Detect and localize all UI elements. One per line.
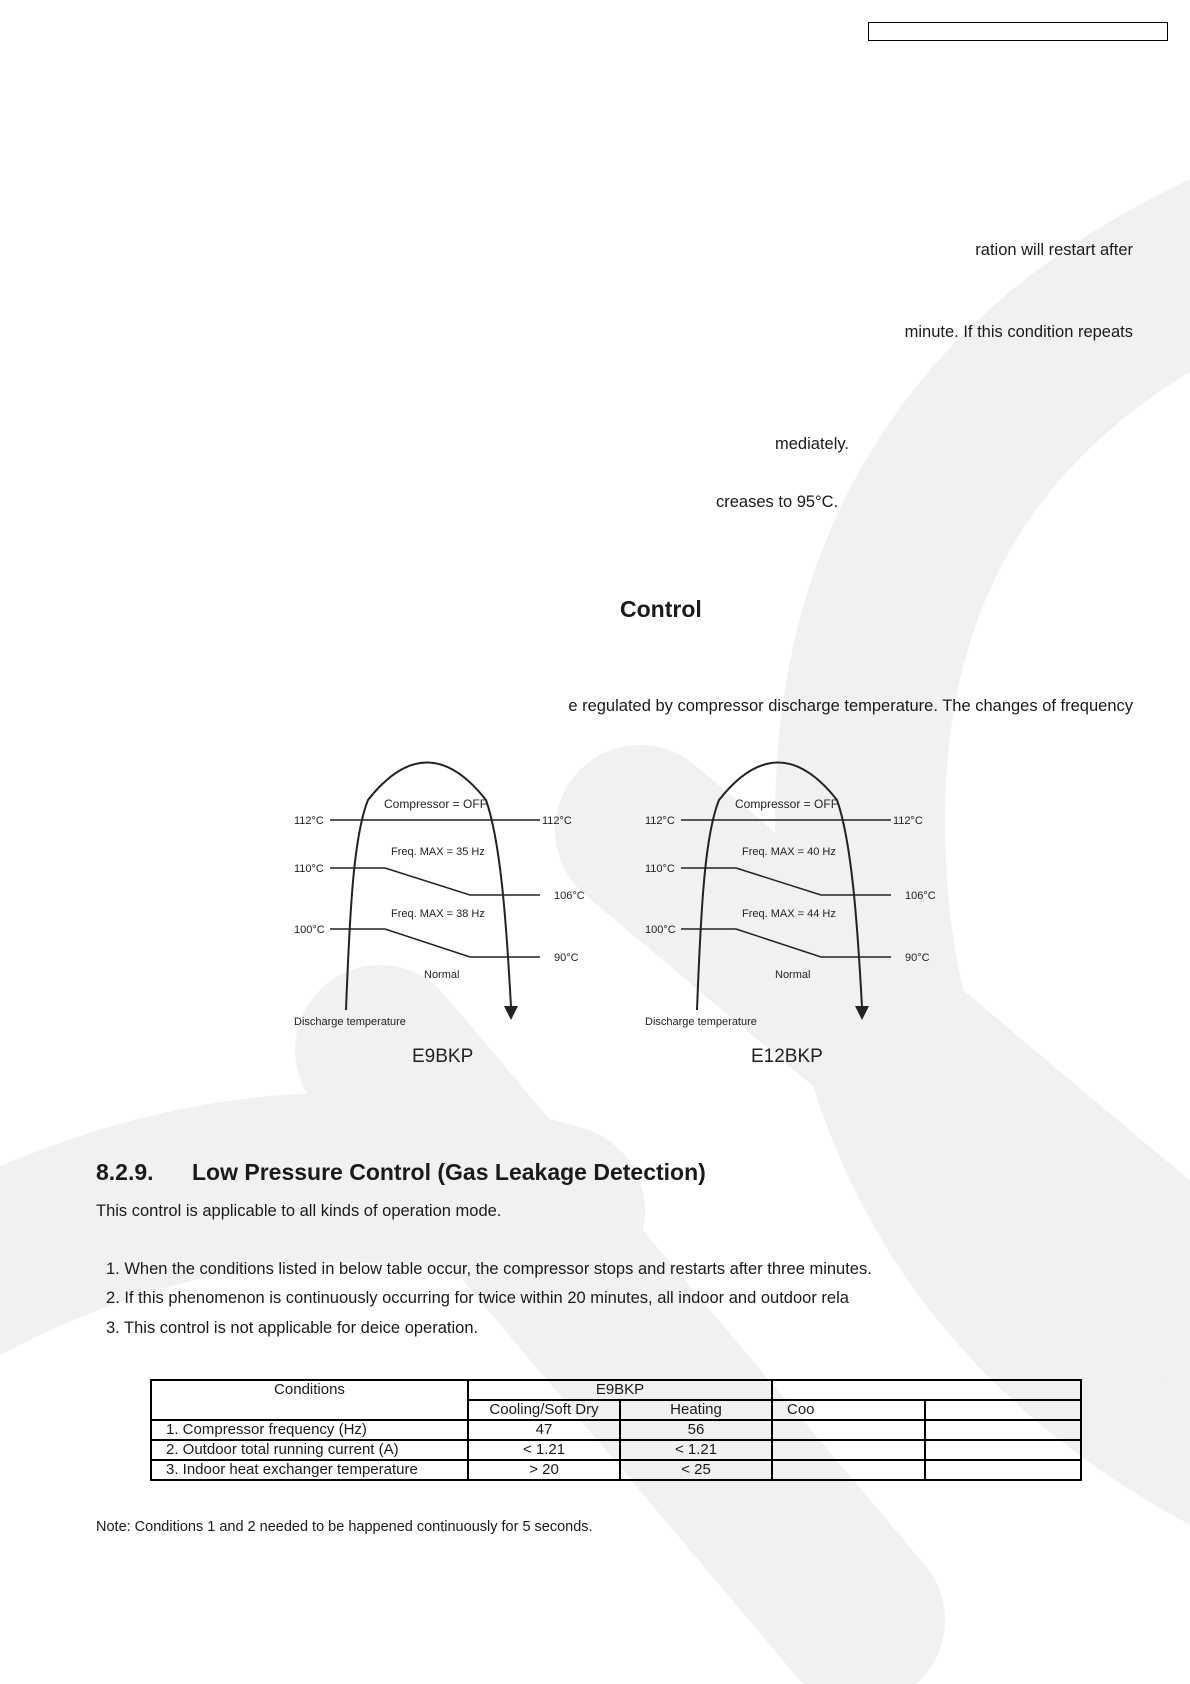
right-level-112: 112°C — [542, 815, 572, 827]
table-cell — [772, 1460, 925, 1480]
right-level-90: 90°C — [905, 952, 930, 964]
header-model-2 — [772, 1380, 1081, 1400]
compressor-off-label: Compressor = OFF — [384, 797, 488, 811]
table-cell: < 1.21 — [468, 1440, 620, 1460]
table-cell: < 1.21 — [620, 1440, 772, 1460]
left-level-112: 112°C — [645, 815, 675, 827]
zone-label-freq-max-2: Freq. MAX = 38 Hz — [391, 908, 485, 920]
table-cell: < 25 — [620, 1460, 772, 1480]
table-cell — [772, 1440, 925, 1460]
table-row — [151, 1420, 1081, 1440]
left-level-110: 110°C — [645, 863, 675, 875]
diagram-title-e9bkp: E9BKP — [412, 1046, 474, 1067]
header-conditions: Conditions — [151, 1380, 468, 1420]
left-level-100: 100°C — [645, 924, 676, 936]
compressor-off-label: Compressor = OFF — [735, 797, 839, 811]
table-cell — [925, 1460, 1081, 1480]
table-cell — [925, 1420, 1081, 1440]
paragraph-fragment-5: e regulated by compressor discharge temperature. The changes of frequency — [568, 697, 1133, 715]
section-number: 8.2.9. — [96, 1159, 154, 1185]
row-label: 2. Outdoor total running current (A) — [151, 1440, 468, 1460]
hysteresis-line-100-90 — [736, 929, 891, 957]
hysteresis-line-110-106 — [385, 868, 540, 895]
table-row — [151, 1460, 1081, 1480]
table-note: Note: Conditions 1 and 2 needed to be happened continuously for 5 seconds. — [96, 1519, 593, 1535]
subheader-cell: Coo — [772, 1400, 925, 1420]
paragraph-fragment-3: mediately. — [775, 435, 849, 453]
axis-label-discharge-temperature: Discharge temperature — [645, 1016, 757, 1028]
table-cell: > 20 — [468, 1460, 620, 1480]
diagram-title-e12bkp: E12BKP — [751, 1046, 823, 1067]
table-row — [151, 1380, 1081, 1400]
header-model-e9bkp: E9BKP — [468, 1380, 772, 1400]
table-cell: 56 — [620, 1420, 772, 1440]
left-level-110: 110°C — [294, 863, 324, 875]
subheader-cell — [925, 1400, 1081, 1420]
curve-arrow-head — [855, 1006, 869, 1020]
e9bkp-diagram — [290, 745, 620, 1075]
table-cell: 47 — [468, 1420, 620, 1440]
hysteresis-line-110-106 — [736, 868, 891, 895]
left-level-100: 100°C — [294, 924, 325, 936]
list-item: 3. This control is not applicable for deice operation. — [106, 1319, 479, 1337]
zone-label-normal: Normal — [775, 969, 811, 981]
row-label: 1. Compressor frequency (Hz) — [151, 1420, 468, 1440]
left-level-112: 112°C — [294, 815, 324, 827]
paragraph-fragment-4: creases to 95°C. — [716, 493, 839, 511]
hysteresis-line-100-90 — [385, 929, 540, 957]
subheader-cell: Heating — [620, 1400, 772, 1420]
e12bkp-diagram — [641, 745, 971, 1075]
list-item: 1. When the conditions listed in below table occur, the compressor stops and restarts after three minutes. — [106, 1260, 872, 1278]
right-level-90: 90°C — [554, 952, 579, 964]
paragraph-fragment-2: minute. If this condition repeats — [904, 323, 1133, 341]
right-level-112: 112°C — [893, 815, 923, 827]
control-heading: Control — [620, 596, 702, 622]
list-item: 2. If this phenomenon is continuously occurring for twice within 20 minutes, all indoor and outdoor rela — [106, 1289, 849, 1307]
curve-arrow-head — [504, 1006, 518, 1020]
section-title: Low Pressure Control (Gas Leakage Detection) — [192, 1159, 706, 1185]
zone-label-freq-max-2: Freq. MAX = 44 Hz — [742, 908, 836, 920]
axis-label-discharge-temperature: Discharge temperature — [294, 1016, 406, 1028]
table-cell — [772, 1420, 925, 1440]
table-row — [151, 1440, 1081, 1460]
right-level-106: 106°C — [554, 890, 585, 902]
row-label: 3. Indoor heat exchanger temperature — [151, 1460, 468, 1480]
right-level-106: 106°C — [905, 890, 936, 902]
table-cell — [925, 1440, 1081, 1460]
conditions-table — [150, 1379, 1082, 1481]
paragraph-fragment-1: ration will restart after — [975, 241, 1133, 259]
header-box — [868, 22, 1168, 41]
subheader-cell: Cooling/Soft Dry — [468, 1400, 620, 1420]
zone-label-normal: Normal — [424, 969, 460, 981]
section-intro: This control is applicable to all kinds of operation mode. — [96, 1202, 502, 1220]
zone-label-freq-max-1: Freq. MAX = 40 Hz — [742, 846, 836, 858]
zone-label-freq-max-1: Freq. MAX = 35 Hz — [391, 846, 485, 858]
